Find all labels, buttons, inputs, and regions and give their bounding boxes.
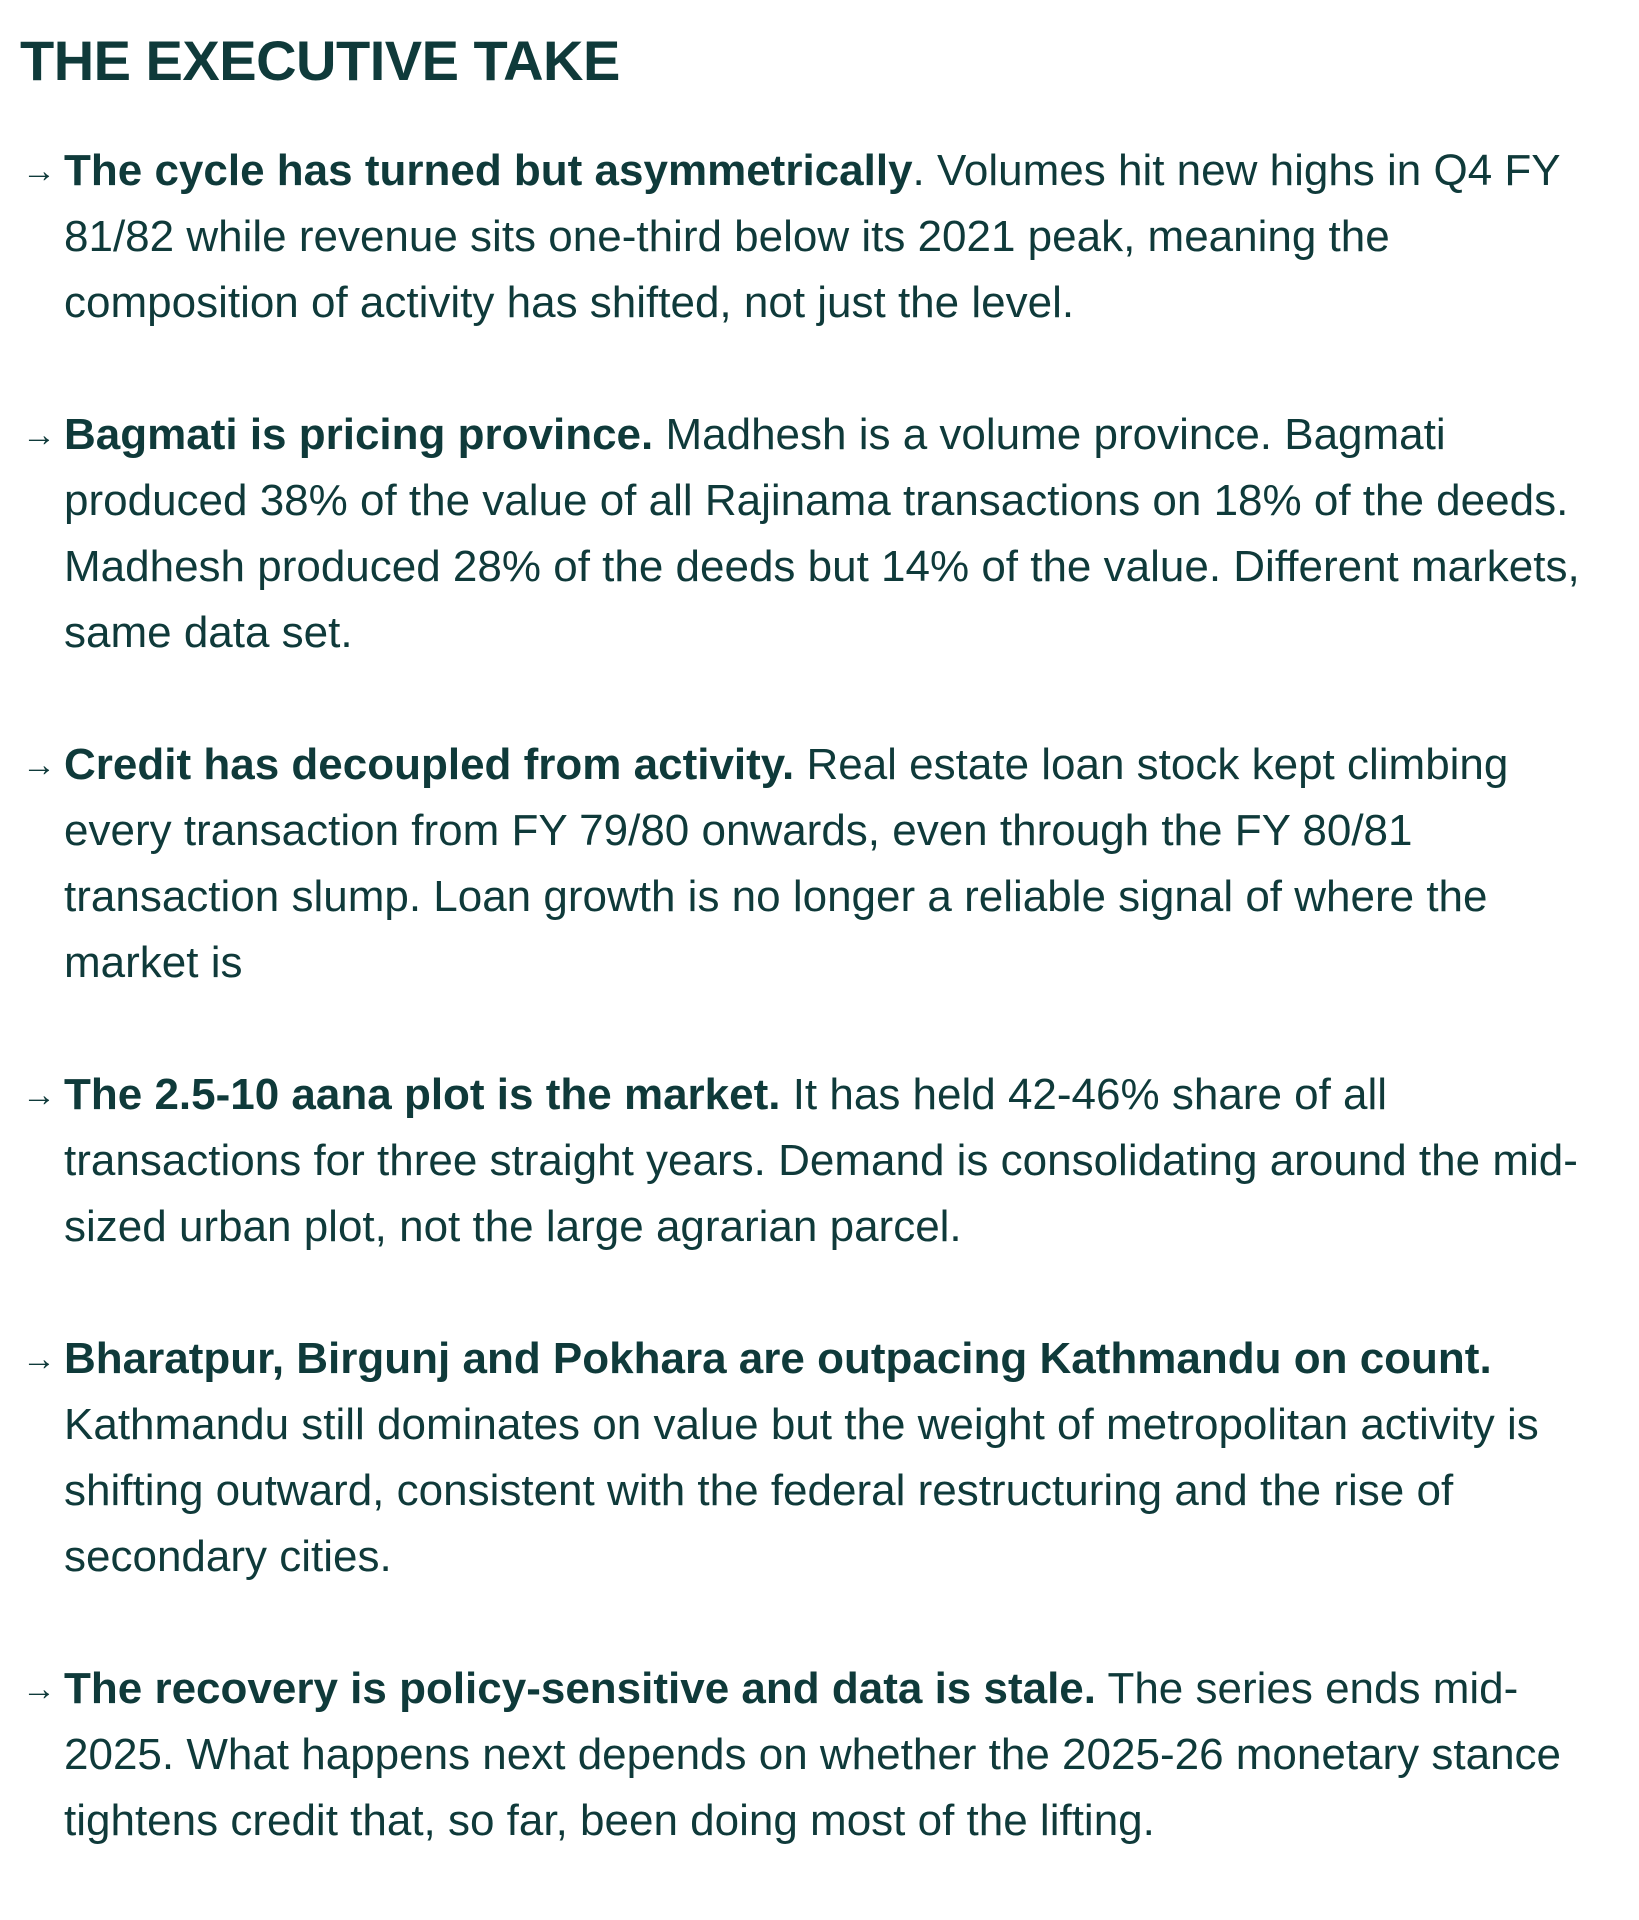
take-item-1 (22, 138, 1622, 336)
take-item-2 (22, 402, 1622, 666)
arrow-right-icon: → (22, 416, 56, 454)
take-item-5 (22, 1326, 1622, 1590)
take-lead: Bharatpur, Birgunj and Pokhara are outpacing Kathmandu on count. (64, 1334, 1492, 1383)
take-item-3 (22, 732, 1622, 996)
take-lead: The cycle has turned but asymmetrically (64, 146, 913, 195)
take-item-6 (22, 1656, 1622, 1854)
page-title: THE EXECUTIVE TAKE (20, 29, 620, 92)
arrow-right-icon: → (22, 152, 56, 190)
take-item-4 (22, 1062, 1622, 1260)
take-lead: The recovery is policy-sensitive and data is stale. (64, 1664, 1097, 1713)
arrow-right-icon: → (22, 1076, 56, 1114)
take-body: . Volumes hit new highs in Q4 FY 81/82 while revenue sits one-third below its 2021 peak, meaning the composition of activity has shifted, not just the level. (64, 146, 1560, 327)
takes-list (22, 138, 1622, 1920)
take-body: It has held 42-46% share of all transactions for three straight years. Demand is consolidating around the mid-sized urban plot, not the large agrarian parcel. (64, 1070, 1578, 1251)
take-lead: Credit has decoupled from activity. (64, 740, 795, 789)
take-body: Real estate loan stock kept climbing every transaction from FY 79/80 onwards, even through the FY 80/81 transaction slump. Loan growth is no longer a reliable signal of where the market is (64, 740, 1509, 987)
take-lead: Bagmati is pricing province. (64, 410, 654, 459)
take-lead: The 2.5-10 aana plot is the market. (64, 1070, 781, 1119)
take-body: The series ends mid-2025. What happens next depends on whether the 2025-26 monetary stance tightens credit that, so far, been doing most of the lifting. (64, 1664, 1562, 1845)
take-body: Kathmandu still dominates on value but the weight of metropolitan activity is shifting outward, consistent with the federal restructuring and the rise of secondary cities. (64, 1400, 1539, 1581)
arrow-right-icon: → (22, 1670, 56, 1708)
arrow-right-icon: → (22, 746, 56, 784)
arrow-right-icon: → (22, 1340, 56, 1378)
take-body: Madhesh is a volume province. Bagmati produced 38% of the value of all Rajinama transactions on 18% of the deeds. Madhesh produced 28% of the deeds but 14% of the value. Different markets, same data set. (64, 410, 1580, 657)
